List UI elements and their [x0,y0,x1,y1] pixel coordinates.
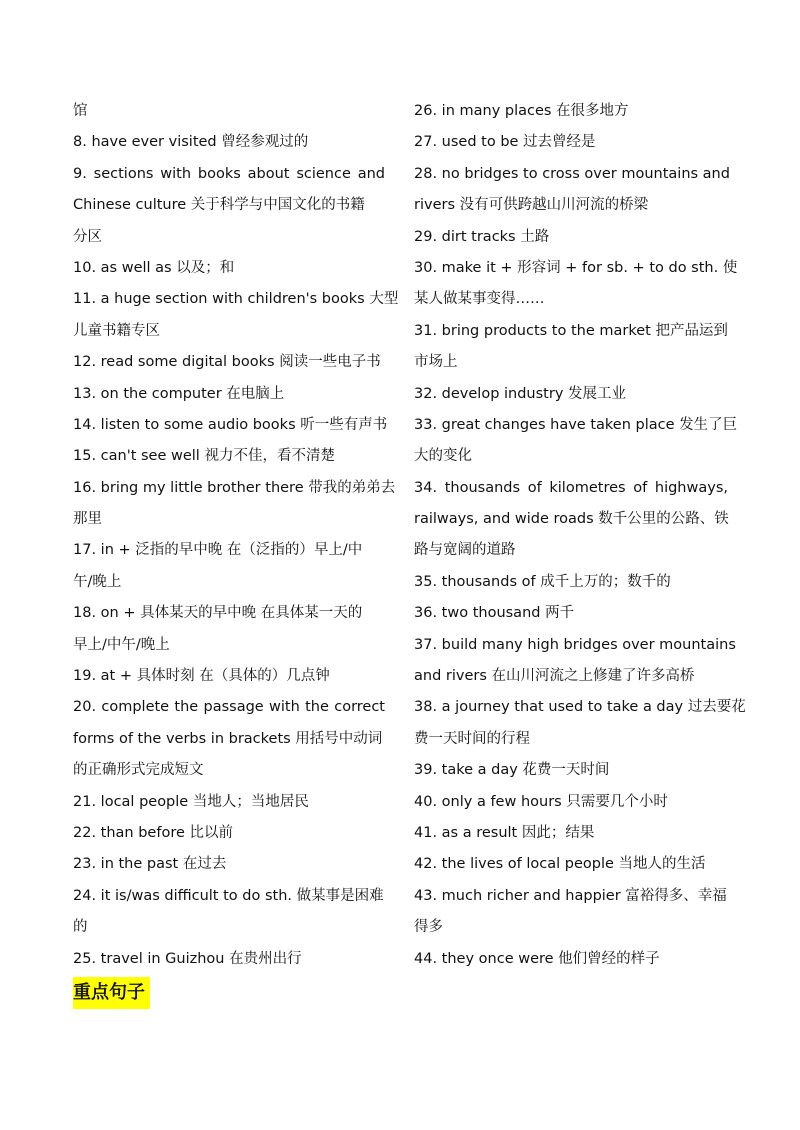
vocab-line: 儿童书籍专区 [73,322,160,339]
vocab-line: rivers 没有可供跨越山川河流的桥梁 [414,197,649,214]
vocab-line: 30. make it + 形容词 + for sb. + to do sth. 使 [414,259,738,276]
vocab-line: 19. at + 具体时刻 在（具体的）几点钟 [73,668,330,685]
vocab-line: 44. they once were 他们曾经的样子 [414,950,660,967]
vocab-line: 13. on the computer 在电脑上 [73,385,285,402]
vocab-line: 43. much richer and happier 富裕得多、幸福 [414,887,727,904]
vocab-line: 某人做某事变得…… [414,291,545,308]
vocab-line: 的 [73,919,88,936]
vocab-line: 23. in the past 在过去 [73,856,227,873]
vocab-line: 26. in many places 在很多地方 [414,103,629,119]
vocab-line: 得多 [414,919,443,936]
vocab-line: 大的变化 [414,448,472,465]
vocab-line: 11. a huge section with children's books 大型 [73,291,399,308]
vocab-line: 路与宽阔的道路 [414,542,516,559]
vocab-line: 那里 [73,511,102,528]
vocab-line: 10. as well as 以及；和 [73,259,235,276]
vocab-line: 20. complete the passage with the correct [73,699,385,716]
vocab-line: 馆 [73,103,88,119]
vocab-line: 15. can't see well 视力不佳，看不清楚 [73,448,335,465]
vocab-line: 29. dirt tracks 土路 [414,228,550,245]
vocab-line: 24. it is/was difficult to do sth. 做某事是困难 [73,887,384,904]
vocab-line: 36. two thousand 两千 [414,605,575,622]
vocab-line: 17. in + 泛指的早中晚 在（泛指的）早上/中 [73,542,363,559]
vocab-line: 28. no bridges to cross over mountains and [414,165,730,182]
vocab-line: forms of the verbs in brackets 用括号中动词 [73,730,383,747]
vocab-line: 分区 [73,228,102,245]
vocab-line: 8. have ever visited 曾经参观过的 [73,134,309,151]
vocab-line: and rivers 在山川河流之上修建了许多高桥 [414,668,695,685]
vocab-line: 27. used to be 过去曾经是 [414,134,596,151]
vocab-line: 35. thousands of 成千上万的；数千的 [414,573,671,590]
vocab-line: 12. read some digital books 阅读一些电子书 [73,354,381,371]
vocab-column-left [73,96,399,975]
vocab-line: railways, and wide roads 数千公里的公路、铁 [414,511,729,528]
vocab-line: 39. take a day 花费一天时间 [414,762,610,779]
vocab-line: 21. local people 当地人；当地居民 [73,793,309,810]
vocab-line: 14. listen to some audio books 听一些有声书 [73,416,388,433]
vocab-line: 的正确形式完成短文 [73,762,204,779]
vocab-line: 早上/中午/晚上 [73,636,170,653]
vocab-line: 18. on + 具体某天的早中晚 在具体某一天的 [73,605,363,622]
vocab-line: 38. a journey that used to take a day 过去要花 [414,699,746,716]
vocab-line: 42. the lives of local people 当地人的生活 [414,856,706,873]
vocab-line: 9. sections with books about science and [73,165,385,182]
vocab-line: 22. than before 比以前 [73,824,234,841]
section-heading-key-sentences: 重点句子 [73,977,150,1009]
vocab-line: 午/晚上 [73,573,122,590]
vocab-line: 32. develop industry 发展工业 [414,385,627,402]
vocab-line: 16. bring my little brother there 带我的弟弟去 [73,479,396,496]
vocab-line: 市场上 [414,354,458,371]
vocab-line: 31. bring products to the market 把产品运到 [414,322,728,339]
vocab-line: 34. thousands of kilometres of highways, [414,479,728,496]
vocab-line: 37. build many high bridges over mountains [414,636,736,653]
vocab-line: 25. travel in Guizhou 在贵州出行 [73,950,302,967]
vocab-column-right [414,96,746,975]
vocab-line: Chinese culture 关于科学与中国文化的书籍 [73,197,365,214]
vocab-line: 41. as a result 因此；结果 [414,824,595,841]
vocab-line: 40. only a few hours 只需要几个小时 [414,793,668,810]
vocab-line: 33. great changes have taken place 发生了巨 [414,416,738,433]
vocab-line: 费一天时间的行程 [414,730,530,747]
